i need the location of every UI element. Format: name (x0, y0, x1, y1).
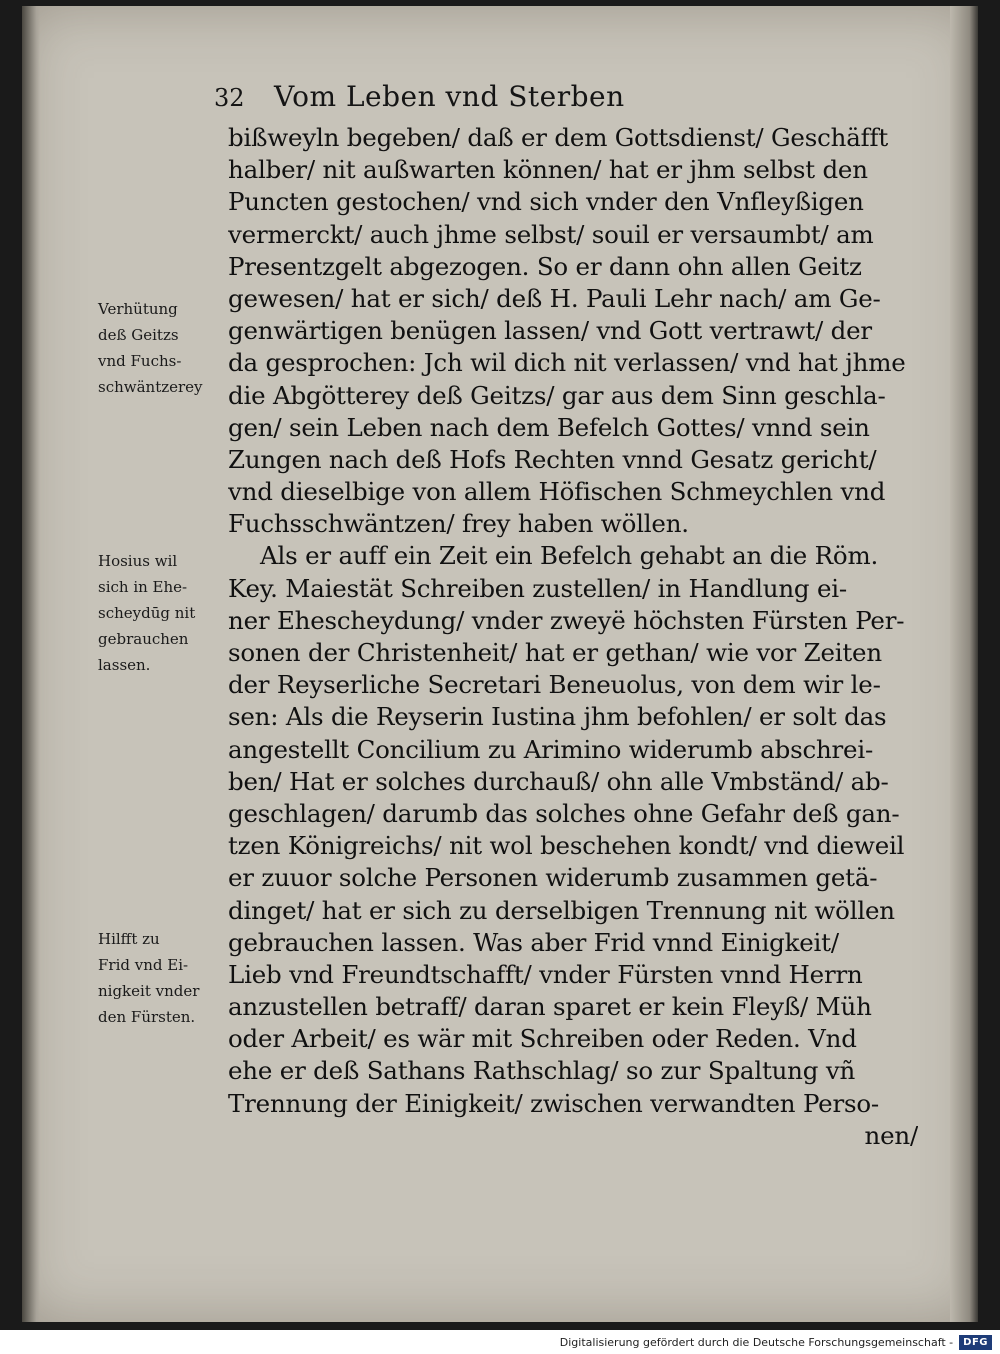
text-line: tzen Königreichs/ nit wol beschehen kondt/ vnd dieweil (228, 831, 905, 861)
footer-credit: Digitalisierung gefördert durch die Deutsche Forschungsgemeinschaft - (559, 1335, 954, 1349)
body-text (228, 122, 918, 1152)
marginal-line: Verhütung (98, 300, 178, 318)
text-line: dinget/ hat er sich zu derselbigen Trennung nit wöllen (228, 895, 895, 925)
marginal-line: sich in Ehe- (98, 578, 188, 596)
text-line: anzustellen betraff/ daran sparet er kein Fleyß/ Müh (228, 992, 872, 1022)
marginal-line: vnd Fuchs- (98, 352, 182, 370)
marginal-line: Hosius wil (98, 552, 178, 570)
text-line: Trennung der Einigkeit/ zwischen verwandten Perso- (228, 1088, 879, 1118)
running-head (214, 80, 774, 116)
text-line: ben/ Hat er solches durchauß/ ohn alle Vmbständ/ ab- (228, 766, 889, 796)
text-line: Als er auff ein Zeit ein Befelch gehabt an die Röm. (260, 541, 879, 571)
text-line: Presentzgelt abgezogen. So er dann ohn allen Geitz (228, 251, 862, 281)
marginal-line: scheydūg nit (98, 604, 196, 622)
text-line: genwärtigen benügen lassen/ vnd Gott vertrawt/ der (228, 316, 872, 346)
footer-bar (0, 1330, 1000, 1354)
marginal-line: den Fürsten. (98, 1008, 196, 1026)
text-line: die Abgötterey deß Geitzs/ gar aus dem Sinn geschla- (228, 380, 886, 410)
spine-shadow (22, 6, 40, 1322)
text-line: vnd dieselbige von allem Höfischen Schmeychlen vnd (228, 477, 886, 507)
marginal-line: lassen. (98, 656, 151, 674)
marginal-line: gebrauchen (98, 630, 189, 648)
marginal-line: nigkeit vnder (98, 982, 200, 1000)
page-edge (950, 6, 978, 1322)
marginal-line: Hilfft zu (98, 930, 160, 948)
text-line: gen/ sein Leben nach dem Befelch Gottes/ vnnd sein (228, 412, 870, 442)
text-line: Key. Maiestät Schreiben zustellen/ in Handlung ei- (228, 573, 847, 603)
text-line: oder Arbeit/ es wär mit Schreiben oder Reden. Vnd (228, 1024, 857, 1054)
text-line: vermerckt/ auch jhme selbst/ souil er versaumbt/ am (228, 219, 874, 249)
marginal-line: deß Geitzs (98, 326, 179, 344)
text-line: gebrauchen lassen. Was aber Frid vnnd Einigkeit/ (228, 927, 839, 957)
text-line: sen: Als die Reyserin Iustina jhm befohlen/ er solt das (228, 702, 887, 732)
running-title: Vom Leben vnd Sterben (274, 80, 625, 113)
dfg-logo: DFG (959, 1335, 992, 1350)
marginal-line: schwäntzerey (98, 378, 203, 396)
text-line: er zuuor solche Personen widerumb zusammen getä- (228, 863, 878, 893)
page-number: 32 (214, 84, 245, 112)
text-line: ehe er deß Sathans Rathschlag/ so zur Spaltung vñ (228, 1056, 856, 1086)
text-line: gewesen/ hat er sich/ deß H. Pauli Lehr nach/ am Ge- (228, 283, 881, 313)
text-line: bißweyln begeben/ daß er dem Gottsdienst/ Geschäfft (228, 123, 888, 152)
marginal-note-1 (98, 296, 236, 400)
marginal-line: Frid vnd Ei- (98, 956, 189, 974)
text-line: der Reyserliche Secretari Beneuolus, von dem wir le- (228, 670, 881, 700)
text-line: Zungen nach deß Hofs Rechten vnnd Gesatz gericht/ (228, 444, 877, 474)
text-line: angestellt Concilium zu Arimino widerumb abschrei- (228, 734, 874, 764)
text-line: geschlagen/ darumb das solches ohne Gefahr deß gan- (228, 798, 900, 828)
text-line: halber/ nit außwarten können/ hat er jhm selbst den (228, 155, 868, 185)
marginal-note-2 (98, 548, 236, 678)
marginal-note-3 (98, 926, 236, 1030)
text-line: Lieb vnd Freundtschafft/ vnder Fürsten vnnd Herrn (228, 959, 863, 989)
text-line: da gesprochen: Jch wil dich nit verlassen/ vnd hat jhme (228, 348, 906, 378)
text-line: sonen der Christenheit/ hat er gethan/ wie vor Zeiten (228, 638, 882, 667)
text-line: nen/ (864, 1120, 918, 1150)
text-line: ner Ehescheydung/ vnder zweyë höchsten Fürsten Per- (228, 605, 905, 635)
text-line: Puncten gestochen/ vnd sich vnder den Vnfleyßigen (228, 187, 864, 217)
text-line: Fuchsschwäntzen/ frey haben wöllen. (228, 509, 689, 539)
